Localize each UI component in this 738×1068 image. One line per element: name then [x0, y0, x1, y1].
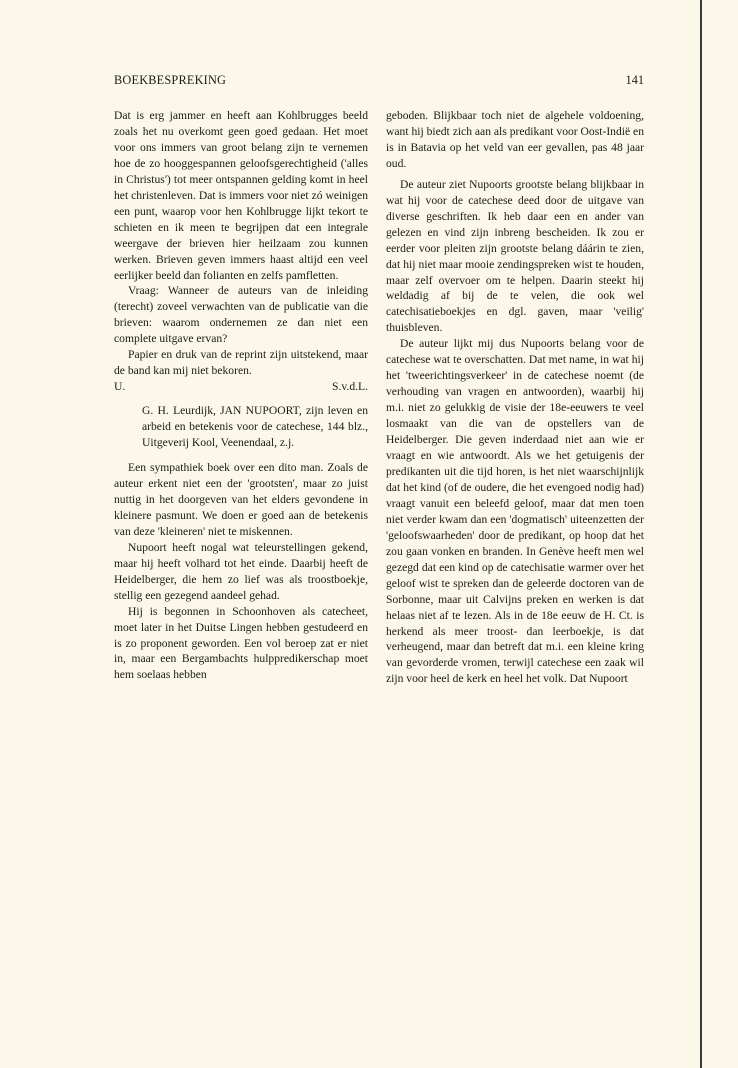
signature-initial: U. [114, 380, 126, 394]
paragraph: Vraag: Wanneer de auteurs van de inleiding (terecht) zoveel verwachten van de publicatie van die brieven: waarom ondernemen ze dan niet een complete uitgave ervan? [114, 284, 368, 346]
section-title: BOEKBESPREKING [114, 73, 227, 87]
reviewer-initials: S.v.d.L. [332, 380, 368, 394]
paragraph: geboden. Blijkbaar toch niet de algehele voldoening, want hij biedt zich aan als predikant voor Oost-Indië en is in Batavia op het veld van eer gevallen, pas 48 jaar oud. [386, 109, 644, 170]
page-header [114, 73, 644, 91]
paragraph: De auteur ziet Nupoorts grootste belang blijkbaar in wat hij voor de catechese deed door de uitgave van diverse geschriften. Ik heb daar een en ander van gelezen en vind zijn inbreng bescheiden. Ik zou er eerder voor pleiten zijn grootste belang dáárin te zien, dat hij niet maar mooie zendingspreken wist te houden, maar zelf overvoer om te helpen. Daarin steekt hij weldadig af bij de te velen, die ook wel catechisatieboekjes en dgl. gaven, maar 'veilig' thuisbleven. [386, 177, 644, 335]
paragraph: Papier en druk van de reprint zijn uitstekend, maar de band kan mij niet bekoren. [114, 348, 368, 378]
paragraph: Nupoort heeft nogal wat teleurstellingen gekend, maar hij heeft volhard tot het einde. Daarbij heeft de Heidelberger, die hem zo lief was als troostboekje, stellig een gezegend aandeel gehad. [114, 540, 368, 602]
page-number: 141 [625, 73, 644, 87]
bibliographic-entry: G. H. Leurdijk, JAN NUPOORT, zijn leven en arbeid en betekenis voor de catechese, 144 blz., Uitgeverij Kool, Veenendaal, z.j. [142, 404, 368, 450]
review-signature [114, 379, 368, 395]
paragraph: Hij is begonnen in Schoonhoven als catecheet, moet later in het Duitse Lingen hebben gestudeerd en is zo proponent geworden. Een vol beroep zat er niet in, maar een Bergambachts hulppredikerschap moet hem soelaas hebben [114, 604, 368, 682]
book-reference [142, 403, 368, 451]
paragraph: Een sympathiek boek over een dito man. Zoals de auteur erkent niet een der 'grootsten', maar zo juist nuttig in het doorgeven van het elders gevondene in kleinere pasmunt. We doen er goed aan de betekenis van deze 'kleineren' niet te miskennen. [114, 461, 368, 538]
right-column [386, 108, 644, 687]
paragraph: Dat is erg jammer en heeft aan Kohlbrugges beeld zoals het nu overkomt geen goed gedaan. Het moet voor ons immers van groot belang zijn te vernemen hoe de zo hooggespannen geloofsgerechtigheid ('alles in Christus') tot meer ontspannen gelding komt in heel het christenleven. Dat is immers voor niet zó weinigen een punt, waarop voor hen Kohlbrugge lijkt tekort te schieten en ik meen te begrijpen dat een integrale weergave der brieven hier heilzaam zou kunnen werken. Brieven geven immers haast altijd een veel eerlijker beeld dan folianten en zelfs pamfletten. [114, 109, 368, 282]
scan-edge-line [700, 0, 702, 1068]
paragraph: De auteur lijkt mij dus Nupoorts belang voor de catechese wat te overschatten. Dat met name, in wat hij het 'tweerichtingsverkeer' in de catechese noemt (de verhouding van vragen en antwoorden), waarbij hij m.i. niet zo gelukkig de visie der 18e-eeuwers te veel losmaakt van die van de opstellers van de Heidelberger. Die geven inderdaad niet aan wie er vraagt en wie antwoordt. Als we het getuigenis der predikanten uit die tijd horen, is het niet waarschijnlijk dat het kind (of de oudere, die het evengoed nodig had) vraagt vanuit een beleefd geloof, maar dat men toen niet verder kwam dan een 'dogmatisch' uiteenzetten der 'geloofswaarheden' door de predikant, op hoop dat het zou gaan vonken en branden. In Genève heeft men wel gezegd dat een kind op de catechisatie warmer over het geloof wist te spreken dan de geleerde doctoren van de Sorbonne, maar uit Calvijns preken en werken is dat helaas niet af te lezen. Als in de 18e eeuw de H. Ct. is herkend als meer troost- dan leerboekje, is dat verheugend, maar dan betreft dat m.i. een kleine kring van gevorderde vromen, terwijl catechese een zaak wil zijn voor heel de kerk en heel het volk. Dat Nupoort [386, 337, 644, 686]
left-column [114, 108, 368, 683]
